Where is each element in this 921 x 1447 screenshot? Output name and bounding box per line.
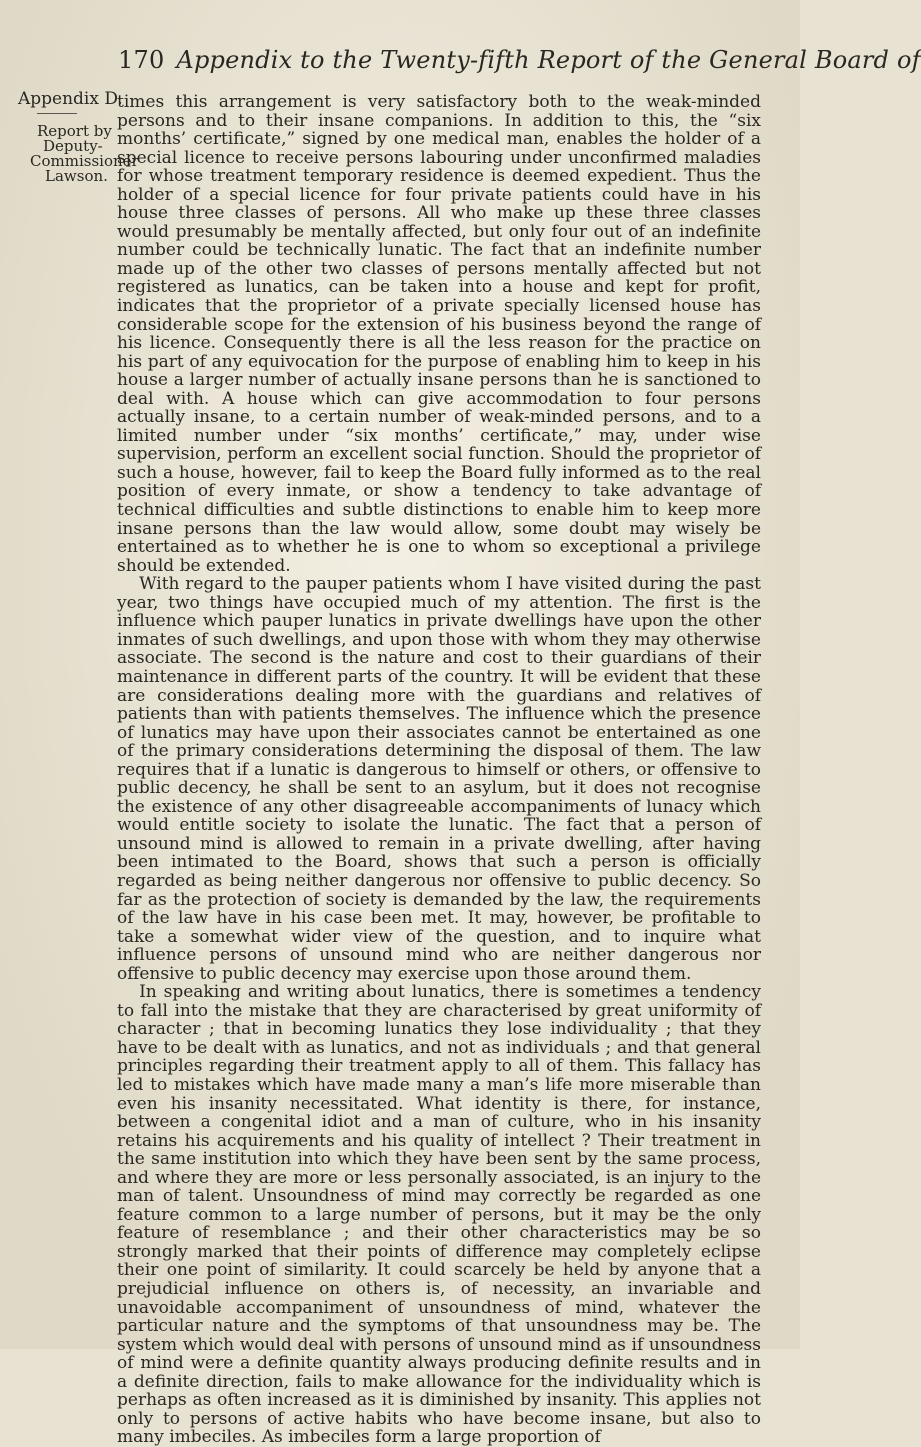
page-number: 170 (118, 46, 165, 74)
margin-rule (37, 113, 77, 114)
paragraph: With regard to the pauper patients whom I have visited during the past year, two things have occupied much of my attention. The first is the influence which pauper lunatics in private dwellings have upon the other inmates of such dwellings, and upon those with whom they may otherwise associate. The second is the nature and cost to their guardians of their maintenance in different parts of the country. It will be evident that these are considerations dealing more with the guardians and relatives of patients than with patients themselves. The influence which the presence of lunatics may have upon their associates cannot be entertained as one of the primary considerations determining the disposal of them. The law requires that if a lunatic is dangerous to himself or others, or offensive to public decency, he shall be sent to an asylum, but it does not recognise the existence of any other disagreeable accompaniments of lunacy which would entitle society to isolate the lunatic. The fact that a person of unsound mind is allowed to remain in a private dwelling, after having been intimated to the Board, shows that such a person is officially regarded as being neither dangerous nor offensive to public decency. So far as the protection of society is demanded by the law, the requirements of the law have in his case been met. It may, however, be profitable to take a somewhat wider view of the question, and to inquire what influence persons of unsound mind who are neither dangerous nor offensive to public decency may exercise upon those around them. (117, 574, 761, 984)
margin-note-line: Commissioner (30, 152, 139, 170)
paragraph: times this arrangement is very satisfactory both to the weak-minded persons and to their insane companions. In addition to this, the “six months’ certificate,” signed by one medical man, enables the holder of a special licence to receive persons labouring under unconfirmed maladies for whose treatment temporary residence is deemed expedient. Thus the holder of a special licence for four private patients could have in his house three classes of persons. All who make up these three classes would presumably be mentally affected, but only four out of an indefinite number could be technically lunatic. The fact that an indefinite number made up of the other two classes of persons mentally affected but not registered as lunatics, can be taken into a house and kept for profit, indicates that the proprietor of a private specially licensed house has considerable scope for the extension of his business beyond the range of his licence. Consequently there is all the less reason for the practice on his part of any equivocation for the purpose of enabling him to keep in his house a larger number of actually insane persons than he is sanctioned to deal with. A house which can give accommodation to four persons actually insane, to a certain number of weak-minded persons, and to a limited number under “six months’ certificate,” may, under wise supervision, perform an excellent social function. Should the proprietor of such a house, however, fail to keep the Board fully informed as to the real position of every inmate, or show a tendency to take advantage of technical difficulties and subtle distinctions to enable him to keep more insane persons than the law would allow, some doubt may wisely be entertained as to whether he is one to whom so exceptional a privilege should be extended. (117, 92, 761, 576)
appendix-label: Appendix D. (18, 89, 123, 109)
margin-note-line: Lawson. (45, 167, 108, 185)
margin-note-line: Deputy- (43, 137, 103, 155)
margin-note-line: Report by (37, 122, 112, 140)
running-title: Appendix to the Twenty-fifth Report of the General Board of (176, 46, 921, 74)
body-text (117, 93, 761, 1447)
running-header (118, 46, 921, 74)
paragraph: In speaking and writing about lunatics, there is sometimes a tendency to fall into the mistake that they are characterised by great uniformity of character ; that in becoming lunatics they lose individuality ; that they have to be dealt with as lunatics, and not as individuals ; and that general principles regarding their treatment apply to all of them. This fallacy has led to mistakes which have made many a man’s life more miserable than even his insanity necessitated. What identity is there, for instance, between a congenital idiot and a man of culture, who in his insanity retains his acquirements and his quality of intellect ? Their treatment in the same institution into which they have been sent by the same process, and where they are more or less personally associated, is an injury to the man of talent. Unsoundness of mind may correctly be regarded as one feature common to a large number of persons, but it may be the only feature of resemblance ; and their other characteristics may be so strongly marked that their points of difference may completely eclipse their one point of similarity. It could scarcely be held by anyone that a prejudicial influence on others is, of necessity, an invariable and unavoidable accompaniment of unsoundness of mind, whatever the particular nature and the symptoms of that unsoundness may be. The system which would deal with persons of unsound mind as if unsoundness of mind were a definite quantity always producing definite results and in a definite direction, fails to make allowance for the individuality which is perhaps as often increased as it is diminished by insanity. This applies not only to persons of active habits who have become insane, but also to many imbeciles. As imbeciles form a large proportion of (117, 982, 761, 1447)
